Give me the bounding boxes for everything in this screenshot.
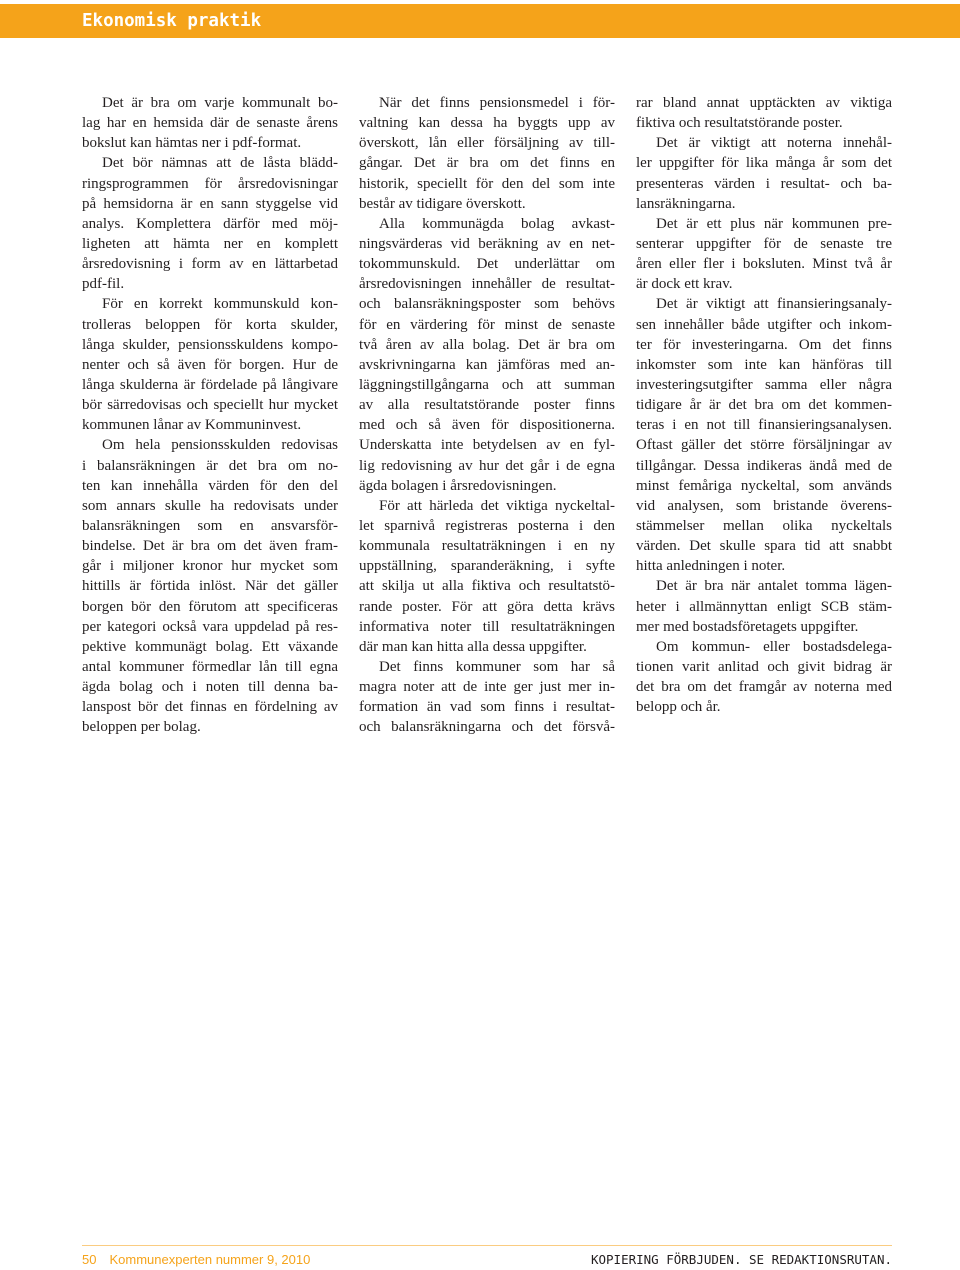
text-line: hittills är förtida inlöst. När det gäller	[82, 578, 338, 595]
text-line: För en korrekt kommunskuld kon-	[102, 296, 338, 313]
text-line: lag har en hemsida där de senaste årens	[82, 115, 338, 132]
paragraph	[359, 214, 615, 496]
paragraph	[636, 576, 892, 636]
text-line: fiktiva och resultatstörande poster.	[636, 115, 843, 132]
text-line: gångar. Det är bra om det finns en	[359, 155, 615, 172]
text-line: magra noter att de inte ger just mer in-	[359, 679, 615, 696]
text-line: lanspost bör det finnas en fördelning av	[82, 699, 338, 716]
section-header-bar	[0, 4, 960, 38]
text-line: formation än vad som finns i resultat-	[359, 699, 615, 716]
text-line: ägda bolag och i noten till denna ba-	[82, 679, 338, 696]
text-line: vid analysen, som bristande överens-	[636, 497, 892, 514]
text-line: det bra om det framgår av noterna med	[636, 679, 892, 696]
text-line: går i miljoner kronor hur mycket som	[82, 558, 338, 575]
text-line: senterar uppgifter för de senaste tre	[636, 235, 892, 252]
text-line: När det finns pensionsmedel i för-	[379, 95, 615, 111]
text-line: och balansräkningarna och det försvå-	[359, 719, 615, 736]
text-line: Det är ett plus när kommunen pre-	[656, 215, 892, 232]
text-line: ten kan innehålla värden för den del	[82, 477, 338, 494]
text-line: av alla resultatstörande poster finns	[359, 397, 615, 414]
text-line: med och så även för dispositionerna.	[359, 417, 615, 434]
text-line: teras i en not till finansieringsanalysen.	[636, 417, 892, 434]
text-line: investeringsutgifter samma eller några	[636, 376, 892, 393]
text-line: årsredovisningen innehåller de resultat-	[359, 276, 615, 293]
text-line: sen innehåller både utgifter och inkom-	[636, 316, 892, 333]
text-line: För att härleda det viktiga nyckeltal-	[379, 497, 615, 514]
text-line: Det är viktigt att noterna innehål-	[656, 135, 892, 152]
text-line: Underskatta inte betydelsen av en fyl-	[359, 437, 615, 454]
paragraph	[82, 153, 338, 294]
text-line: belopp och år.	[636, 699, 721, 716]
text-line: Det är bra när antalet tomma lägen-	[656, 578, 892, 595]
text-line: informativa noter till resultaträkningen	[359, 618, 615, 635]
text-line: presenteras värden i resultat- och ba-	[636, 175, 892, 192]
text-line: Oftast gäller det större försäljningar av	[636, 437, 892, 454]
text-line: uppställning, sparanderäkning, i syfte	[359, 558, 615, 575]
text-line: inkomster som inte kan hänföras till	[636, 356, 892, 373]
text-line: hitta anledningen i noter.	[636, 558, 786, 575]
text-line: för en värdering för minst de senaste	[359, 316, 615, 333]
text-line: beloppen per bolag.	[82, 719, 201, 736]
text-line: Om kommun- eller bostadsdelega-	[656, 638, 892, 655]
paragraph	[636, 133, 892, 214]
text-line: långa skulder, pensionsskuldens kompo-	[82, 336, 338, 353]
paragraph	[82, 93, 338, 153]
text-line: ler uppgifter för lika många år som det	[636, 155, 892, 172]
text-line: bokslut kan hämtas ner i pdf-format.	[82, 135, 302, 152]
article-column-3	[636, 93, 892, 717]
text-line: pdf-fil.	[82, 276, 125, 293]
text-line: som annars skulle ha redovisats under	[82, 497, 338, 514]
text-line: rar bland annat upptäckten av viktiga	[636, 95, 892, 111]
page-number: 50	[82, 1252, 97, 1267]
copyright-notice: KOPIERING FÖRBJUDEN. SE REDAKTIONSRUTAN.	[590, 1252, 892, 1267]
text-line: Det är viktigt att finansieringsanaly-	[656, 296, 892, 313]
text-line: i balansräkningen är det bra om no-	[82, 457, 338, 474]
text-line: tillgångar. Dessa indikeras ändå med de	[636, 457, 892, 474]
text-line: bindelse. Det är bra om det även fram-	[82, 538, 338, 555]
text-line: läggningstillgångarna och att summan	[359, 376, 615, 393]
text-line: årsredovisning i form av en lättarbetad	[82, 256, 338, 273]
paragraph	[636, 93, 892, 133]
text-line: borgen bör den förutom att specificeras	[82, 598, 338, 615]
text-line: ningsvärderas vid beräkning av en net-	[359, 235, 615, 252]
text-line: ringsprogrammen för årsredovisningar	[82, 175, 338, 192]
paragraph	[636, 214, 892, 295]
article-column-1	[82, 93, 338, 738]
text-line: Det bör nämnas att de låsta blädd-	[102, 155, 338, 172]
text-line: ligheten att hämta ner en komplett	[82, 235, 338, 252]
text-line: minst femåriga nyckeltal, som används	[636, 477, 892, 494]
text-line: stämmelser mellan olika nyckeltals	[636, 517, 892, 534]
text-line: per kategori också vara uppdelad på res-	[82, 618, 338, 635]
text-line: tokommunskuld. Det underlättar om	[359, 256, 615, 273]
text-line: bör särredovisas och speciellt hur mycket	[82, 397, 338, 414]
text-line: lig redovisning av hur det går i de egna	[359, 457, 615, 474]
text-line: balansräkningen som en ansvarsför-	[82, 517, 338, 534]
text-line: kommunen lånar av Kommuninvest.	[82, 417, 302, 434]
text-line: trolleras beloppen för korta skulder,	[82, 316, 338, 333]
text-line: kommunala resultaträkningen i en ny	[359, 538, 615, 555]
text-line: let sparnivå registreras posterna i den	[359, 517, 615, 534]
text-line: tidigare år är det bra om det kommen-	[636, 397, 892, 414]
footer-rule	[82, 1245, 892, 1246]
paragraph	[359, 657, 615, 738]
text-line: tionen varit anlitad och givit bidrag är	[636, 658, 892, 675]
text-line: två åren av alla bolag. Det är bra om	[359, 336, 615, 353]
text-line: Om hela pensionsskulden redovisas	[102, 437, 338, 454]
text-line: pektive kommunägt bolag. Ett växande	[82, 638, 338, 655]
text-line: historik, speciellt för den del som inte	[359, 175, 615, 192]
text-line: heter i allmännyttan enligt SCB stäm-	[636, 598, 892, 615]
text-line: värden. Det skulle spara tid att snabbt	[636, 538, 892, 555]
page-footer-left	[82, 1251, 310, 1269]
text-line: rande poster. För att göra detta krävs	[359, 598, 615, 615]
text-line: ägda bolagen i årsredovisningen.	[359, 477, 557, 494]
text-line: antal kommuner förmedlar lån till egna	[82, 658, 338, 675]
section-title: Ekonomisk praktik	[82, 11, 262, 31]
paragraph	[82, 294, 338, 435]
text-line: analys. Komplettera därför med möj-	[82, 215, 338, 232]
text-line: är dock ett krav.	[636, 276, 733, 293]
text-line: på hemsidorna är en sann styggelse vid	[82, 195, 338, 212]
text-line: valtning kan dessa ha byggts upp av	[359, 115, 615, 132]
text-line: lansräkningarna.	[636, 195, 736, 212]
paragraph	[636, 294, 892, 576]
publication-issue: Kommunexperten nummer 9, 2010	[109, 1252, 311, 1267]
paragraph	[359, 93, 615, 214]
paragraph	[636, 637, 892, 718]
text-line: Det är bra om varje kommunalt bo-	[102, 95, 338, 111]
paragraph	[359, 496, 615, 657]
text-line: att skilja ut alla fiktiva och resultatstö-	[359, 578, 615, 595]
text-line: mer med bostadsföretagets uppgifter.	[636, 618, 859, 635]
text-line: avskrivningarna kan jämföras med an-	[359, 356, 615, 373]
text-line: Alla kommunägda bolag avkast-	[379, 215, 615, 232]
text-line: långa skulderna är fördelade på långivare	[82, 376, 338, 393]
text-line: överskott, lån eller försäljning av till-	[359, 135, 615, 152]
paragraph	[82, 435, 338, 737]
text-line: där man kan hitta alla dessa uppgifter.	[359, 638, 587, 655]
text-line: Det finns kommuner som har så	[379, 658, 615, 675]
text-line: nenter och så även för borgen. Hur de	[82, 356, 338, 373]
text-line: och balansräkningsposter som behövs	[359, 296, 615, 313]
text-line: består av tidigare överskott.	[359, 195, 526, 212]
text-line: åren eller fler i boksluten. Minst två år	[636, 256, 892, 273]
article-column-2	[359, 93, 615, 738]
text-line: ter för investeringarna. Om det finns	[636, 336, 892, 353]
